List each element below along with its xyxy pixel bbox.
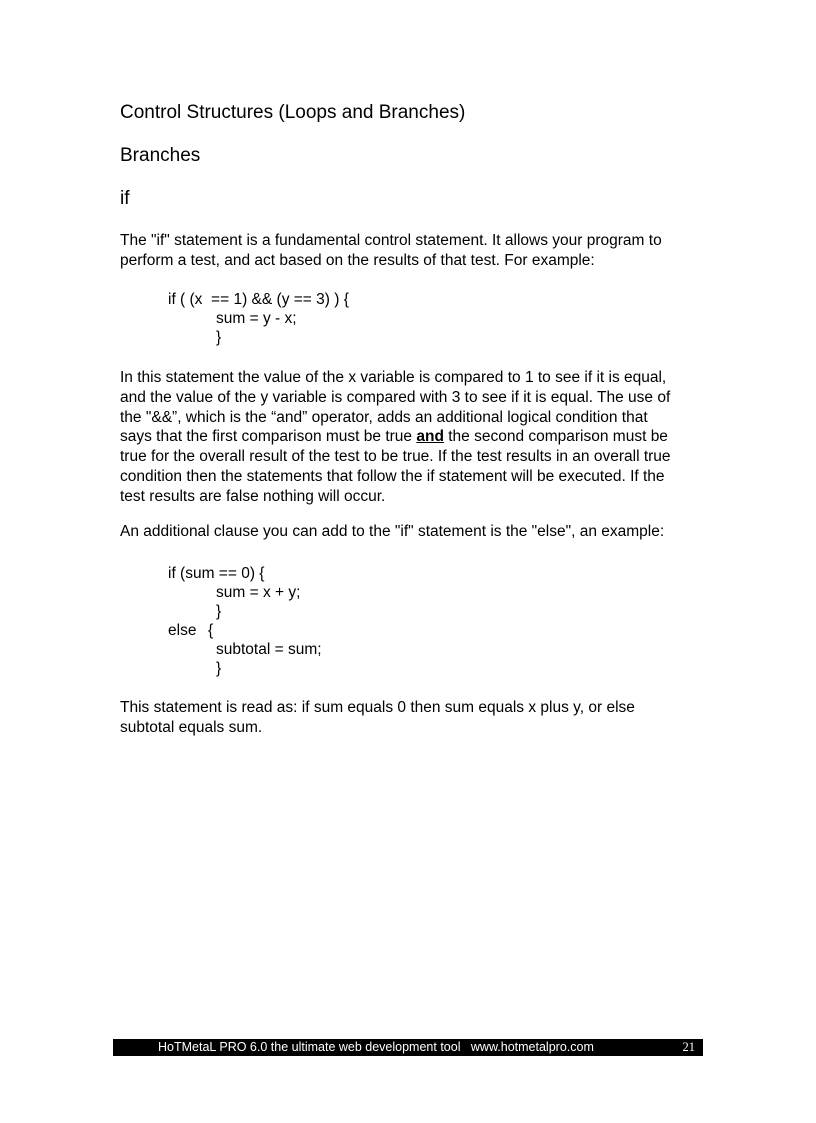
code-line: if ( (x == 1) && (y == 3) ) { — [168, 291, 349, 308]
section-title: Control Structures (Loops and Branches) — [120, 102, 466, 123]
paragraph-line: In this statement the value of the x variable is compared to 1 to see if it is equal, — [120, 369, 667, 386]
summary-paragraph — [120, 698, 710, 738]
code-line: } — [216, 603, 222, 620]
paragraph-line: subtotal equals sum. — [120, 718, 263, 736]
paragraph-line — [120, 427, 710, 447]
emphasized-and: and — [416, 428, 444, 446]
footer-text: HoTMetaL PRO 6.0 the ultimate web development tool www.hotmetalpro.com — [158, 1040, 594, 1054]
code-example-else — [168, 564, 322, 678]
code-segment: { — [208, 622, 214, 639]
subsection-title: Branches — [120, 145, 201, 166]
code-line: if (sum == 0) { — [168, 565, 265, 582]
paragraph-line: and the value of the y variable is compared with 3 to see if it is equal. The use of — [120, 388, 671, 406]
text-segment: the second comparison must be — [443, 428, 668, 446]
paragraph-line: An additional clause you can add to the "if" statement is the "else", an example: — [120, 523, 665, 540]
paragraph-line: test results are false nothing will occur. — [120, 487, 386, 505]
paragraph-line: This statement is read as: if sum equals 0 then sum equals x plus y, or else — [120, 699, 635, 716]
code-line: } — [216, 660, 222, 677]
code-line: sum = x + y; — [216, 584, 301, 601]
code-example-if — [168, 290, 349, 347]
paragraph-line: the "&&”, which is the “and” operator, adds an additional logical condition that — [120, 408, 648, 426]
paragraph-line: perform a test, and act based on the results of that test. For example: — [120, 251, 595, 269]
else-intro-paragraph — [120, 522, 710, 542]
paragraph-line: condition then the statements that follow the if statement will be executed. If the — [120, 467, 665, 485]
page-footer — [113, 1039, 703, 1056]
else-keyword: else — [168, 622, 197, 639]
code-line: sum = y - x; — [216, 310, 297, 327]
code-line: subtotal = sum; — [216, 641, 322, 658]
code-line — [168, 621, 322, 640]
page-number: 21 — [682, 1040, 695, 1054]
paragraph-line: true for the overall result of the test to be true. If the test results in an overall true — [120, 448, 671, 466]
intro-paragraph — [120, 231, 710, 271]
code-line: } — [216, 329, 222, 346]
text-segment: says that the first comparison must be true — [120, 428, 417, 446]
paragraph-line: The "if" statement is a fundamental control statement. It allows your program to — [120, 232, 662, 249]
topic-title: if — [120, 188, 130, 209]
explanation-paragraph — [120, 368, 710, 507]
